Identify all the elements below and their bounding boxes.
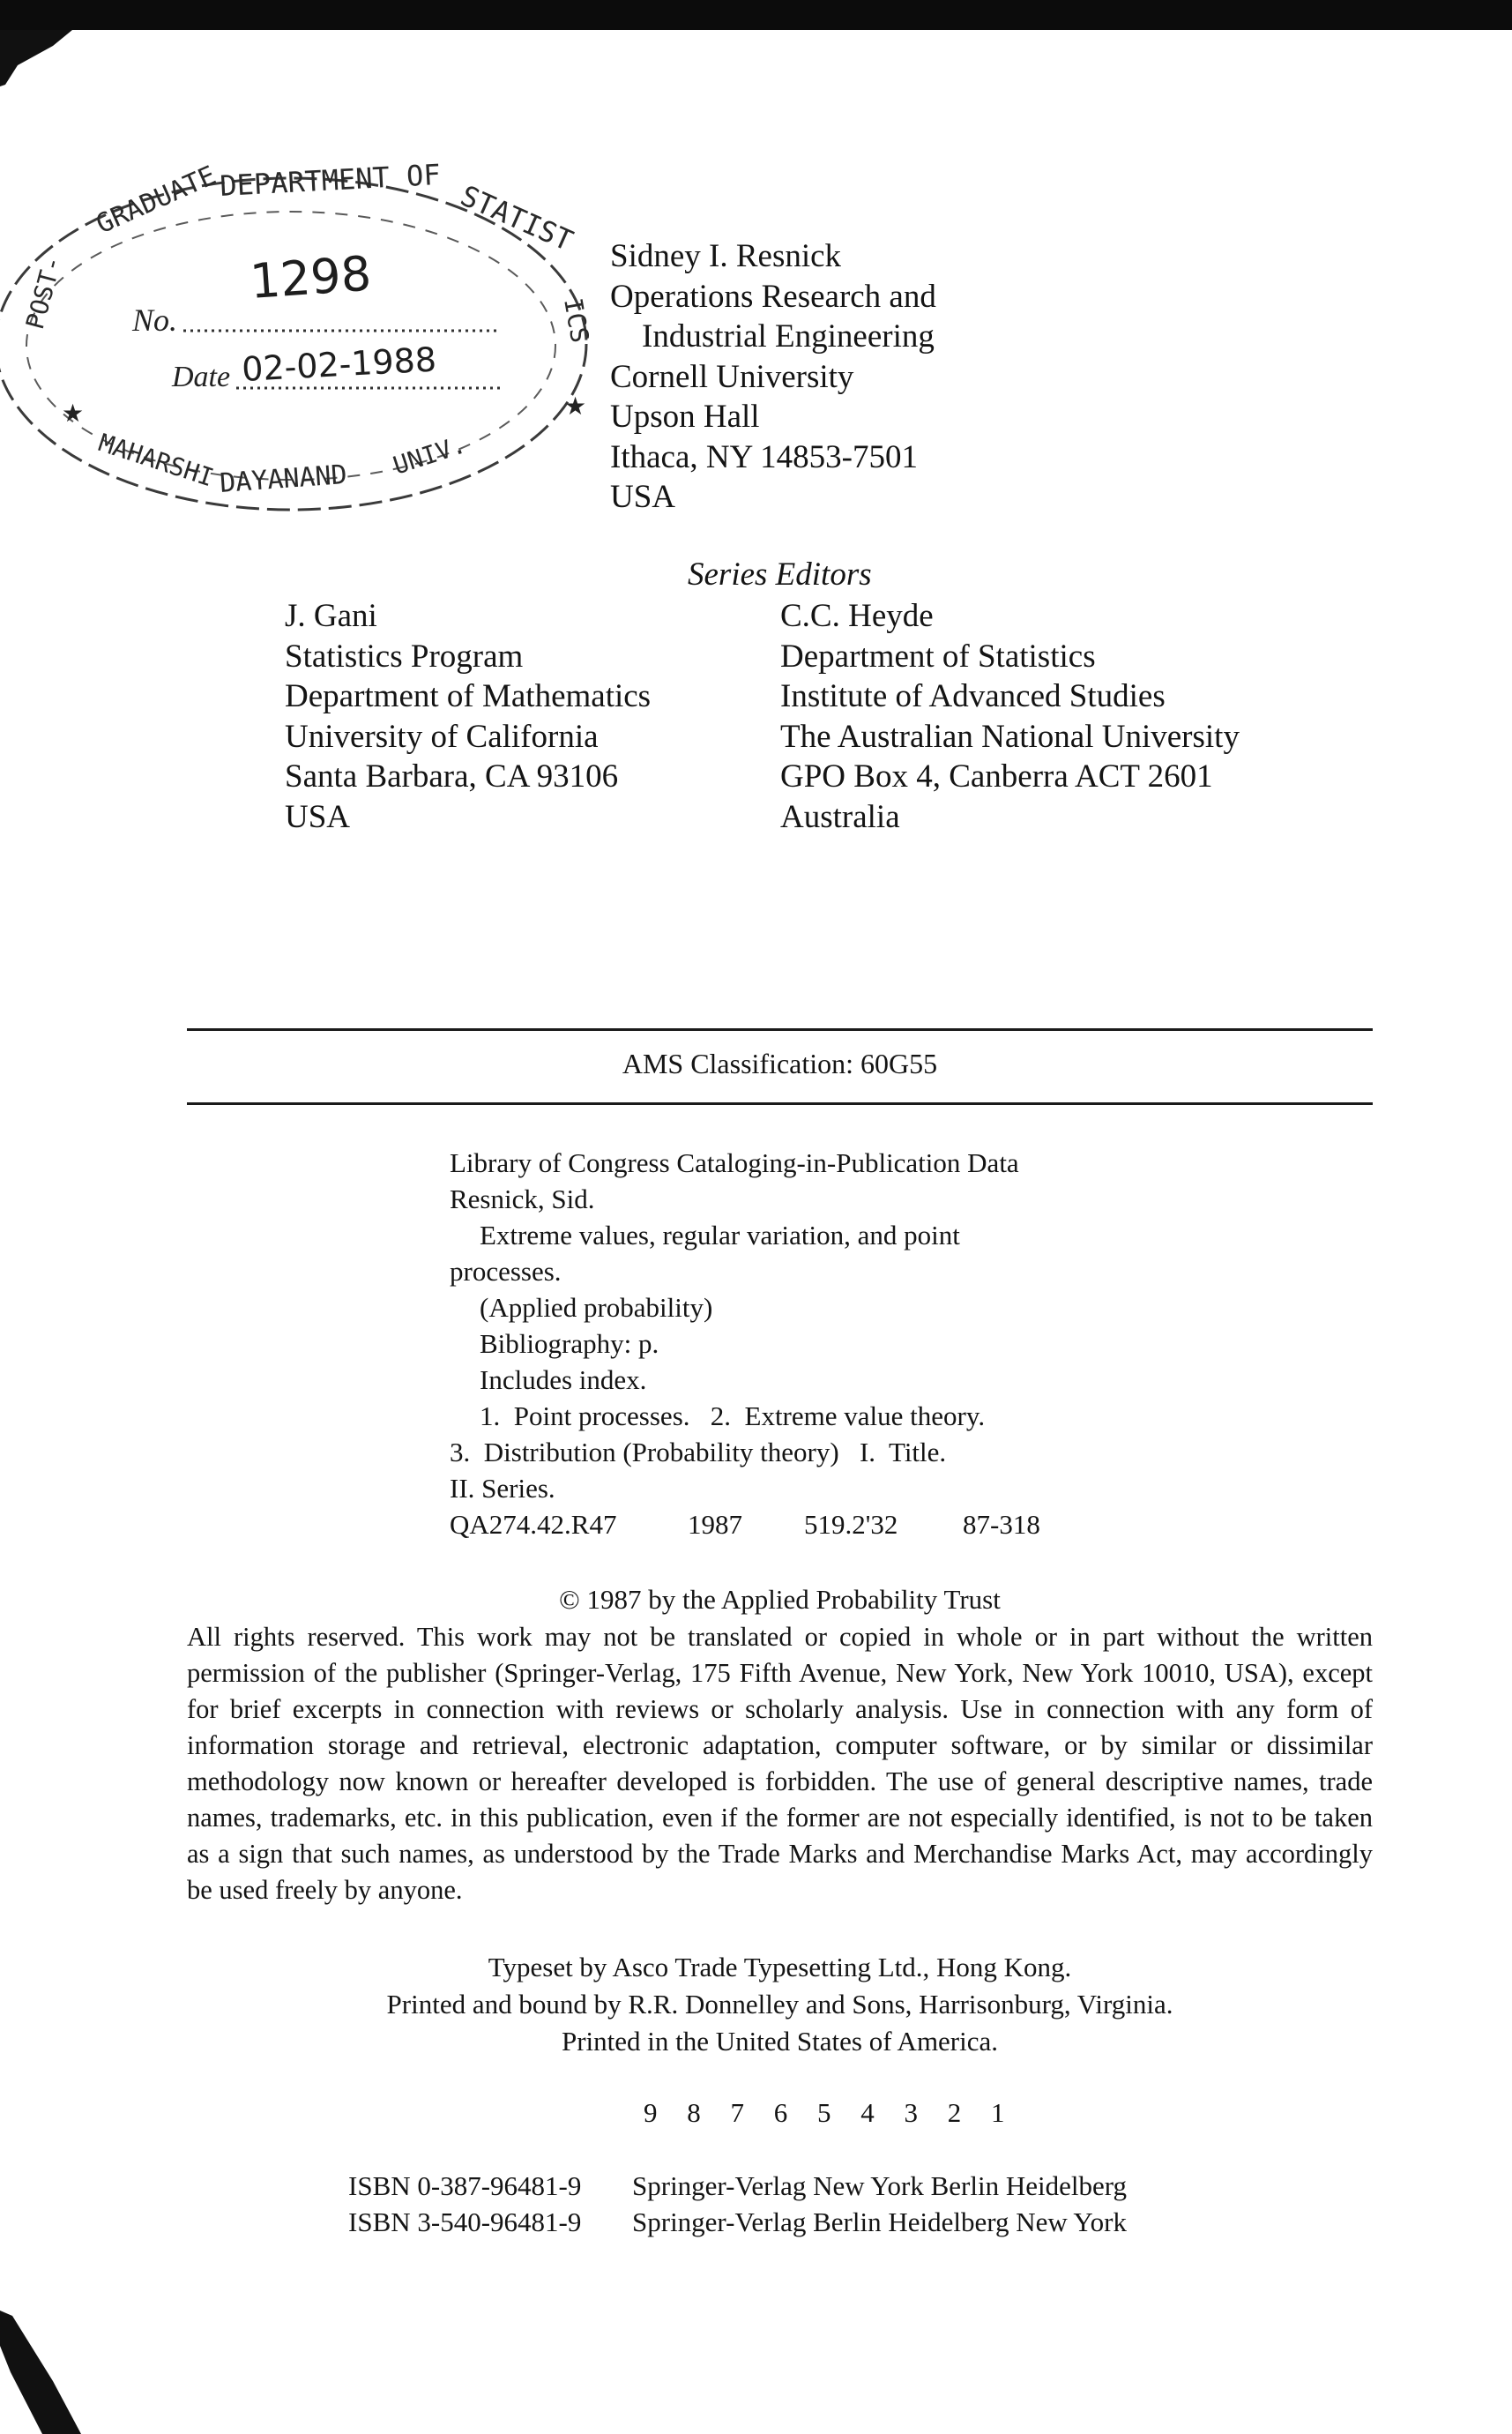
- typesetter-line: Typeset by Asco Trade Typesetting Ltd., Hong Kong.: [488, 1952, 1072, 1982]
- printer-line: Printed and bound by R.R. Donnelley and Sons, Harrisonburg, Virginia.: [386, 1989, 1173, 2020]
- isbn-row: [348, 2204, 1127, 2240]
- series-editor-left: [285, 596, 651, 837]
- call-number-year: 1987: [688, 1509, 742, 1540]
- editor-left-line-2: Statistics Program: [285, 638, 524, 675]
- svg-text:DEPARTMENT OF: DEPARTMENT OF: [219, 157, 442, 203]
- cip-title-line-1: Extreme values, regular variation, and point: [480, 1220, 960, 1251]
- svg-text:★: ★: [564, 392, 587, 421]
- svg-text:GRADUATE: GRADUATE: [92, 160, 221, 241]
- svg-text:POST-: POST-: [19, 252, 68, 332]
- svg-text:No.: No.: [132, 302, 178, 338]
- bottom-rule: [187, 1102, 1373, 1105]
- call-number-class: QA274.42.R47: [450, 1509, 617, 1540]
- svg-text:1298: 1298: [248, 245, 374, 310]
- cip-subjects-line-2: 3. Distribution (Probability theory) I. Title.: [450, 1437, 947, 1467]
- editor-left-line-5: Santa Barbara, CA 93106: [285, 758, 619, 795]
- printed-in-line: Printed in the United States of America.: [561, 2026, 999, 2057]
- cataloging-in-publication: [450, 1145, 1040, 1542]
- author-name: Sidney I. Resnick: [610, 238, 842, 274]
- library-stamp: [0, 150, 600, 538]
- author-building: Upson Hall: [610, 399, 760, 435]
- editor-right-line-4: The Australian National University: [780, 718, 1240, 755]
- isbn-publisher: Springer-Verlag New York Berlin Heidelberg: [632, 2170, 1127, 2201]
- editor-right-line-3: Institute of Advanced Studies: [780, 678, 1166, 714]
- editor-left-line-4: University of California: [285, 718, 599, 755]
- call-number-dewey: 519.2'32: [804, 1509, 898, 1540]
- scan-top-border: [0, 0, 1512, 30]
- series-editors-title: Series Editors: [688, 556, 872, 593]
- author-department-line-2: Industrial Engineering: [642, 318, 935, 355]
- author-department-line-1: Operations Research and: [610, 278, 936, 315]
- editor-left-name: J. Gani: [285, 598, 377, 634]
- cip-heading: Library of Congress Cataloging-in-Publication Data: [450, 1147, 1019, 1178]
- author-university: Cornell University: [610, 358, 854, 395]
- svg-text:Date: Date: [172, 361, 231, 393]
- cip-index: Includes index.: [480, 1364, 647, 1395]
- editor-right-line-2: Department of Statistics: [780, 638, 1096, 675]
- svg-text:★: ★: [62, 399, 85, 428]
- cip-author: Resnick, Sid.: [450, 1183, 595, 1214]
- editor-right-name: C.C. Heyde: [780, 598, 934, 634]
- isbn-publisher: Springer-Verlag Berlin Heidelberg New York: [632, 2206, 1127, 2237]
- call-number-lccn: 87-318: [963, 1509, 1040, 1540]
- editor-left-line-6: USA: [285, 798, 351, 835]
- cip-call-number: [450, 1506, 1040, 1542]
- copyright-notice: © 1987 by the Applied Probability Trust: [559, 1584, 1001, 1615]
- cip-title-line-2: processes.: [450, 1256, 562, 1287]
- rights-statement: All rights reserved. This work may not be translated or copied in whole or in part without the written permission of the publisher (Springer-Verlag, 175 Fifth Avenue, New York, New York 10010, USA), except for brief excerpts in connection with reviews or scholarly analysis. Use in connection with any form of information storage and retrieval, electronic adaptation, computer software, or by similar or dissimilar methodology now known or hereafter developed is forbidden. The use of general descriptive names, trade names, trademarks, etc. in this publication, even if the former are not especially identified, is not to be taken as a sign that such names, as understood by the Trade Marks and Merchandise Marks Act, may accordingly be used freely by anyone.: [187, 1622, 1373, 1905]
- series-editor-right: [780, 596, 1240, 837]
- scan-corner-mark-bottom-left: [0, 2293, 88, 2434]
- printer-info: [187, 1949, 1373, 2060]
- cip-series-note: (Applied probability): [480, 1292, 713, 1323]
- ams-classification: AMS Classification: 60G55: [622, 1048, 938, 1079]
- cip-bibliography: Bibliography: p.: [480, 1328, 659, 1359]
- editor-left-line-3: Department of Mathematics: [285, 678, 652, 714]
- svg-text:UNIV.: UNIV.: [389, 429, 470, 481]
- svg-text:MAHARSHI: MAHARSHI: [94, 428, 218, 493]
- svg-text:STATIST: STATIST: [455, 178, 578, 258]
- isbn-row: [348, 2168, 1127, 2204]
- svg-text:ICS: ICS: [558, 295, 595, 346]
- editor-right-line-5: GPO Box 4, Canberra ACT 2601: [780, 758, 1213, 795]
- top-rule: [187, 1028, 1373, 1031]
- svg-text:02-02-1988: 02-02-1988: [241, 340, 438, 389]
- editor-right-line-6: Australia: [780, 798, 900, 835]
- svg-text:DAYANAND: DAYANAND: [219, 459, 348, 499]
- isbn-list: [348, 2168, 1127, 2240]
- cip-subjects-line-3: II. Series.: [450, 1473, 555, 1504]
- cip-subjects-line-1: 1. Point processes. 2. Extreme value theory.: [480, 1400, 986, 1431]
- author-country: USA: [610, 479, 676, 515]
- author-city: Ithaca, NY 14853-7501: [610, 438, 919, 475]
- isbn-number: ISBN 3-540-96481-9: [348, 2206, 582, 2237]
- print-line: 9 8 7 6 5 4 3 2 1: [644, 2097, 1017, 2128]
- isbn-number: ISBN 0-387-96481-9: [348, 2170, 582, 2201]
- author-address: [610, 236, 936, 518]
- scan-corner-mark-top-left: [0, 30, 79, 109]
